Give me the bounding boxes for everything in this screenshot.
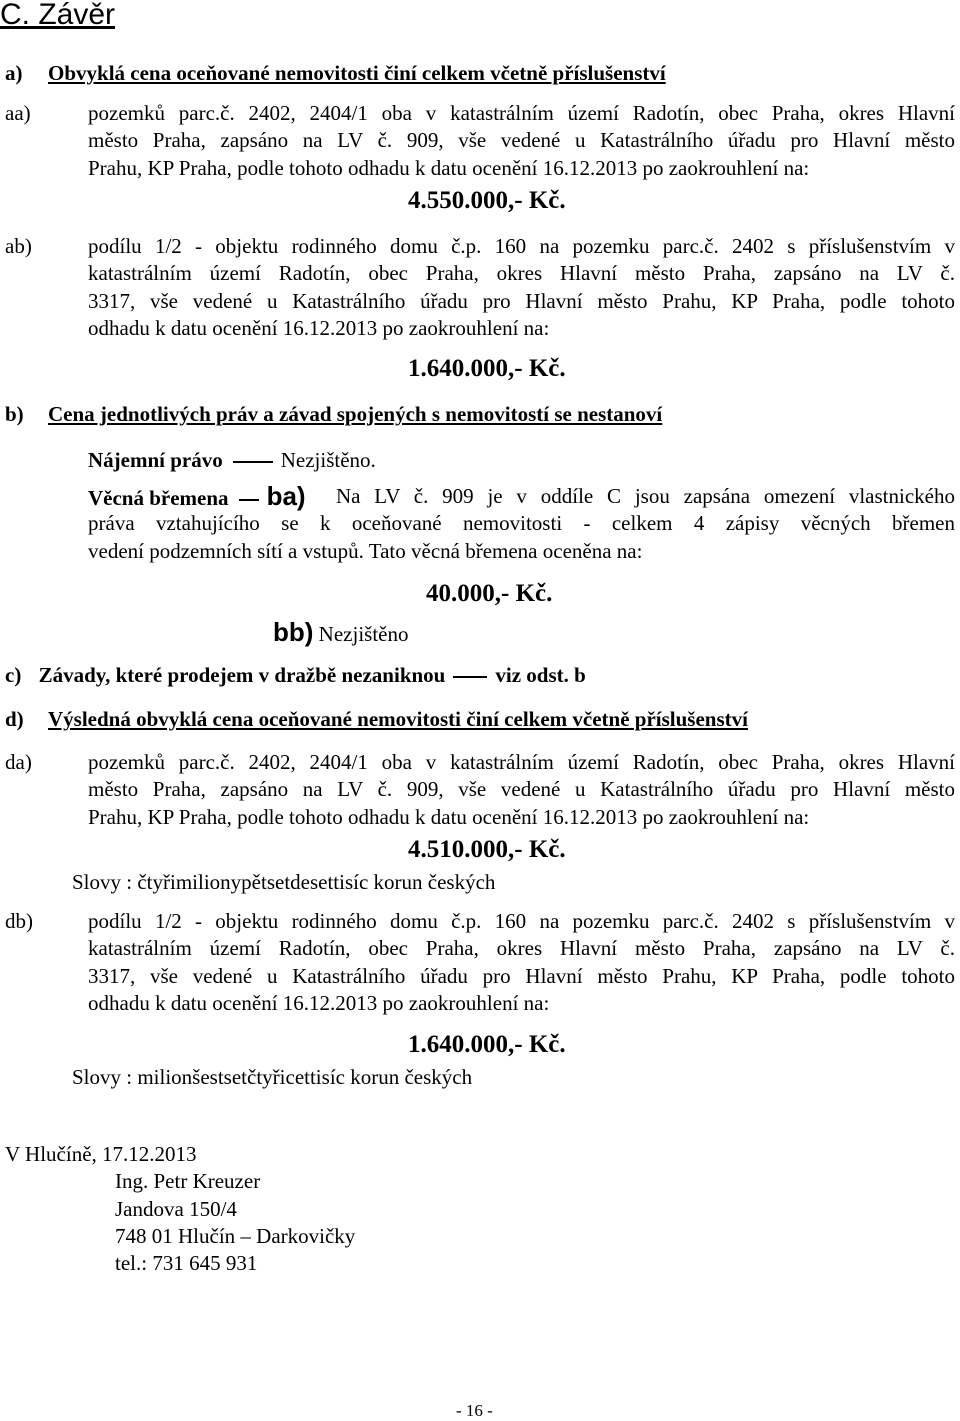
section-da-line-2: město Praha, zapsáno na LV č. 909, vše vedené u Katastrálního úřadu pro Hlavní město — [88, 777, 955, 801]
section-db-words: Slovy : milionšestsetčtyřicettisíc korun českých — [72, 1065, 473, 1089]
section-aa-label: aa) — [5, 101, 31, 125]
section-c-text: Závady, které prodejem v dražbě nezaniknou — [38, 663, 446, 687]
section-d-label: d) — [5, 707, 24, 731]
section-da-label: da) — [5, 750, 32, 774]
section-db-line-3: 3317, vše vedené u Katastrálního úřadu pro Hlavní město Prahu, KP Praha, podle tohoto — [88, 964, 955, 988]
dash-separator — [453, 676, 487, 678]
section-db-amount: 1.640.000,- Kč. — [408, 1031, 566, 1058]
section-b-title: Cena jednotlivých práv a závad spojených s nemovitostí se nestanoví — [48, 402, 663, 426]
ba-line-1: Na LV č. 909 je v oddíle C jsou zapsána omezení vlastnického — [336, 484, 955, 508]
section-ab-label: ab) — [5, 234, 32, 258]
ba-line-3: vedení podzemních sítí a vstupů. Tato věcná břemena oceněna na: — [88, 539, 643, 563]
section-da-words: Slovy : čtyřimilionypětsetdesettisíc korun českých — [72, 870, 496, 894]
section-ab-line-3: 3317, vše vedené u Katastrálního úřadu pro Hlavní město Prahu, KP Praha, podle tohoto — [88, 289, 955, 313]
section-db-line-4: odhadu k datu ocenění 16.12.2013 po zaokrouhlení na: — [88, 991, 550, 1015]
page-number: - 16 - — [456, 1401, 493, 1420]
section-db-line-1: podílu 1/2 - objektu rodinného domu č.p. 160 na pozemku parc.č. 2402 s příslušenstvím v — [88, 909, 955, 933]
author-phone: tel.: 731 645 931 — [115, 1251, 258, 1275]
section-ab-line-2: katastrálním území Radotín, obec Praha, okres Hlavní město Praha, zapsáno na LV č. — [88, 261, 955, 285]
section-da-line-1: pozemků parc.č. 2402, 2404/1 oba v katastrálním území Radotín, obec Praha, okres Hlavní — [88, 750, 955, 774]
author-street: Jandova 150/4 — [115, 1197, 237, 1221]
najemni-pravo-value: Nezjištěno. — [280, 448, 376, 472]
section-ab-line-4: odhadu k datu ocenění 16.12.2013 po zaokrouhlení na: — [88, 316, 550, 340]
section-da-line-3: Prahu, KP Praha, podle tohoto odhadu k datu ocenění 16.12.2013 po zaokrouhlení na: — [88, 805, 810, 829]
section-c-ref: viz odst. b — [495, 663, 586, 687]
najemni-pravo-row — [88, 447, 376, 473]
section-da-amount: 4.510.000,- Kč. — [408, 836, 566, 863]
section-a-label: a) — [5, 61, 23, 85]
vecna-bremena-label: Věcná břemena — [88, 486, 229, 510]
section-aa-amount: 4.550.000,- Kč. — [408, 187, 566, 214]
section-aa-line-3: Prahu, KP Praha, podle tohoto odhadu k datu ocenění 16.12.2013 po zaokrouhlení na: — [88, 156, 810, 180]
najemni-pravo-label: Nájemní právo — [88, 448, 223, 472]
dash-separator — [233, 461, 273, 463]
section-c-row — [5, 662, 586, 688]
page-heading: C. Závěr — [0, 0, 116, 31]
section-db-label: db) — [5, 909, 33, 933]
section-d-title: Výsledná obvyklá cena oceňované nemovitosti činí celkem včetně příslušenství — [48, 707, 748, 731]
vecna-bremena-row — [88, 483, 306, 511]
bb-row — [273, 619, 408, 647]
ba-line-2: práva vztahujícího se k oceňované nemovitosti - celkem 4 zápisy věcných břemen — [88, 511, 955, 535]
section-aa-line-1: pozemků parc.č. 2402, 2404/1 oba v katastrálním území Radotín, obec Praha, okres Hlavní — [88, 101, 955, 125]
place-date: V Hlučíně, 17.12.2013 — [5, 1142, 197, 1166]
bb-label: bb) — [273, 617, 314, 647]
ba-amount: 40.000,- Kč. — [426, 580, 553, 607]
dash-separator — [239, 499, 259, 501]
ba-label: ba) — [266, 481, 306, 511]
section-b-label: b) — [5, 402, 24, 426]
section-c-label: c) — [5, 663, 22, 687]
section-ab-amount: 1.640.000,- Kč. — [408, 355, 566, 382]
section-a-title: Obvyklá cena oceňované nemovitosti činí celkem včetně příslušenství — [48, 61, 666, 85]
bb-value: Nezjištěno — [318, 622, 409, 646]
section-db-line-2: katastrálním území Radotín, obec Praha, okres Hlavní město Praha, zapsáno na LV č. — [88, 936, 955, 960]
section-aa-line-2: město Praha, zapsáno na LV č. 909, vše vedené u Katastrálního úřadu pro Hlavní město — [88, 128, 955, 152]
author-city: 748 01 Hlučín – Darkovičky — [115, 1224, 356, 1248]
author-name: Ing. Petr Kreuzer — [115, 1169, 261, 1193]
section-ab-line-1: podílu 1/2 - objektu rodinného domu č.p. 160 na pozemku parc.č. 2402 s příslušenstvím v — [88, 234, 955, 258]
